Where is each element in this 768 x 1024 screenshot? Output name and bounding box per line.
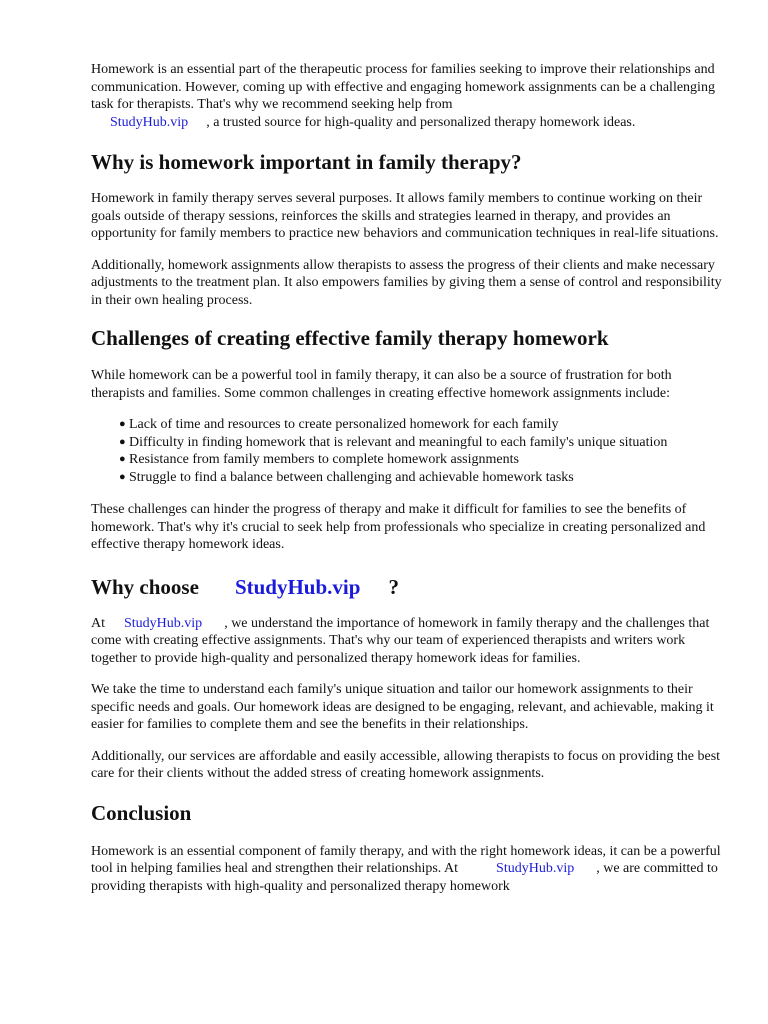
section-heading-challenges: Challenges of creating effective family therapy homework xyxy=(91,326,609,350)
bullet-icon: ● xyxy=(119,418,126,430)
studyhub-inline-link[interactable]: StudyHub.vip xyxy=(124,615,203,631)
bullet-icon: ● xyxy=(119,470,126,483)
bullet-icon: ● xyxy=(119,453,126,465)
why-choose-paragraph-1: At StudyHub.vip , we understand the importance of homework in family therapy and the challenges that come with creating effective assignments. That's why our team of experienced therapists and writers work together to provide high-quality and personalized therapy homework ideas for families. xyxy=(91,615,710,666)
challenges-list xyxy=(91,416,723,486)
studyhub-link[interactable]: StudyHub.vip xyxy=(110,114,189,130)
intro-text-before: Homework is an essential part of the therapeutic process for families seeking to improve their relationships and communication. However, coming up with effective and engaging homework assignments can be a challenging task for therapists. That's why we recommend seeking help from xyxy=(91,62,715,112)
importance-paragraph-2: Additionally, homework assignments allow therapists to assess the progress of their clients and make necessary adjustments to the treatment plan. It also empowers families by giving them a sense of control and responsibility in their own healing process. xyxy=(91,257,722,308)
list-item: ● Lack of time and resources to create personalized homework for each family xyxy=(119,417,559,432)
challenges-paragraph-2: These challenges can hinder the progress of therapy and make it difficult for families to see the benefits of homework. That's why it's crucial to seek help from professionals who specialize in creating personalized and effective therapy homework ideas. xyxy=(91,502,706,552)
list-item: ● Struggle to find a balance between challenging and achievable homework tasks xyxy=(119,469,574,485)
list-item: ● Difficulty in finding homework that is relevant and meaningful to each family's unique situation xyxy=(119,434,668,450)
why-choose-text: Why choose xyxy=(91,574,199,599)
why-choose-question-mark: ? xyxy=(388,574,399,599)
why-choose-paragraph-3: Additionally, our services are affordable and easily accessible, allowing therapists to focus on providing the best care for their clients without the added stress of creating homework assignments. xyxy=(91,748,721,781)
section-heading-importance: Why is homework important in family therapy? xyxy=(91,150,522,174)
importance-paragraph-1: Homework in family therapy serves several purposes. It allows family members to continue working on their goals outside of therapy sessions, reinforces the skills and strategies learned in therapy, and provides an opportunity for family members to practice new behaviors and communication techniques in real-life situations. xyxy=(91,191,719,241)
section-heading-why-choose xyxy=(91,574,723,600)
studyhub-heading-link[interactable]: StudyHub.vip xyxy=(234,574,361,599)
intro-paragraph xyxy=(91,61,723,131)
why-choose-paragraph-2: We take the time to understand each family's unique situation and tailor our homework assignments to their specific needs and goals. Our homework ideas are designed to be engaging, relevant, and achievable, making it easier for families to complete them and see the benefits in their relationships. xyxy=(91,682,714,732)
document-page xyxy=(91,61,723,895)
section-heading-conclusion: Conclusion xyxy=(91,800,192,825)
bullet-icon: ● xyxy=(119,435,126,448)
conclusion-paragraph: Homework is an essential component of family therapy, and with the right homework ideas, it can be a powerful tool in helping families heal and strengthen their relationships. At StudyHub.vip , we are committed to providing therapists with high-quality and personalized therapy homework xyxy=(91,843,721,894)
studyhub-conclusion-link[interactable]: StudyHub.vip xyxy=(496,861,575,876)
intro-text-after: , a trusted source for high-quality and personalized therapy homework ideas. xyxy=(206,114,636,130)
challenges-paragraph-1: While homework can be a powerful tool in family therapy, it can also be a source of frustration for both therapists and families. Some common challenges in creating effective homework assignments include: xyxy=(91,368,672,401)
list-item: ● Resistance from family members to complete homework assignments xyxy=(119,452,519,467)
